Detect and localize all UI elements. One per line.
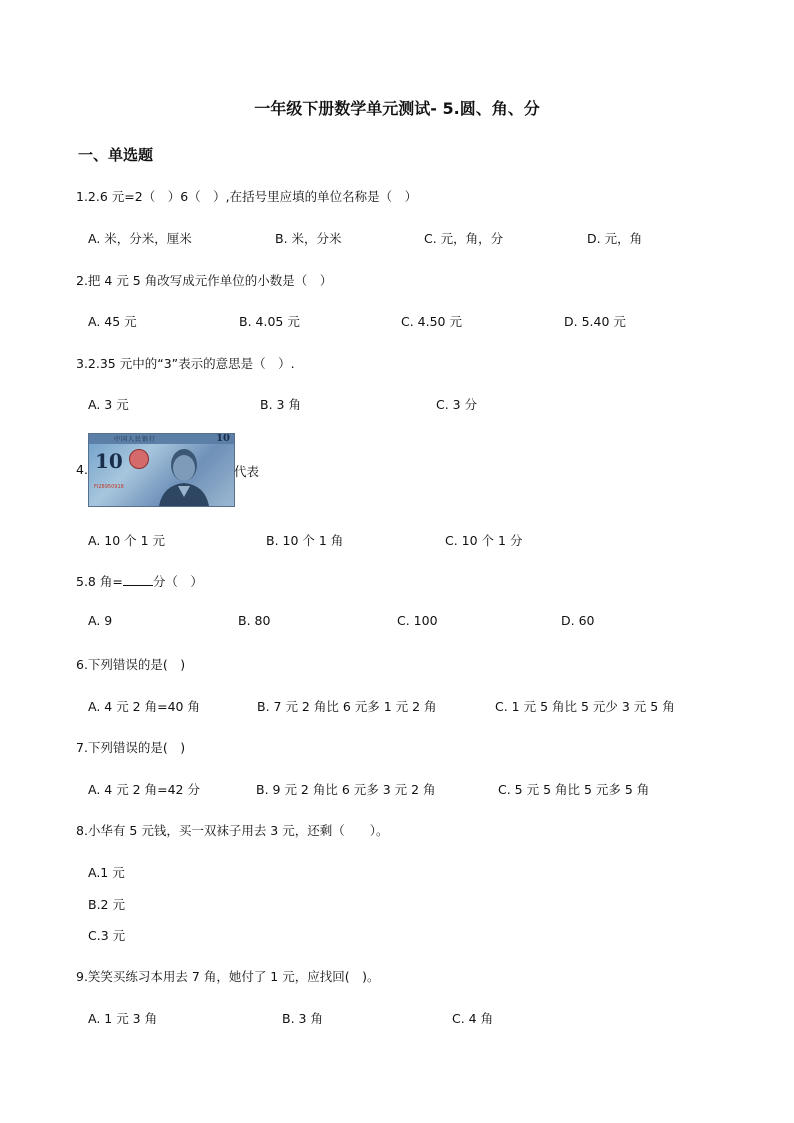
question-1-stem: 1.2.6 元=2（ ）6（ ）,在括号里应填的单位名称是（ ） (76, 189, 418, 204)
question-3-stem: 3.2.35 元中的“3”表示的意思是（ ）. (76, 356, 295, 371)
question-7-option-b: B. 9 元 2 角比 6 元多 3 元 2 角 (256, 782, 436, 797)
ten-yuan-banknote-image (88, 433, 235, 507)
question-8-option-b: B.2 元 (88, 897, 125, 912)
question-8-option-a: A.1 元 (88, 865, 125, 880)
question-6-option-c: C. 1 元 5 角比 5 元少 3 元 5 角 (495, 699, 675, 714)
question-7-option-c: C. 5 元 5 角比 5 元多 5 角 (498, 782, 650, 797)
question-9-option-b: B. 3 角 (282, 1011, 323, 1026)
portrait-icon (155, 441, 213, 506)
question-2-option-a: A. 45 元 (88, 314, 137, 329)
question-5-stem (76, 572, 203, 590)
question-5-option-b: B. 80 (238, 613, 271, 628)
question-9-option-a: A. 1 元 3 角 (88, 1011, 158, 1026)
question-3-option-a: A. 3 元 (88, 397, 129, 412)
page-title: 一年级下册数学单元测试- 5.圆、角、分 (254, 99, 540, 118)
question-6-option-a: A. 4 元 2 角=40 角 (88, 699, 200, 714)
question-3-option-b: B. 3 角 (260, 397, 301, 412)
question-5-option-a: A. 9 (88, 613, 113, 628)
question-1-option-b: B. 米，分米 (275, 231, 342, 246)
question-7-stem: 7.下列错误的是( ) (76, 740, 186, 755)
question-1-option-d: D. 元，角 (587, 231, 643, 246)
answer-blank (123, 573, 153, 586)
question-5-option-c: C. 100 (397, 613, 438, 628)
question-2-option-c: C. 4.50 元 (401, 314, 462, 329)
banknote-value: 10 (95, 449, 123, 473)
question-5-stem-prefix: 5.8 角= (76, 574, 123, 589)
question-9-option-c: C. 4 角 (452, 1011, 494, 1026)
question-6-stem: 6.下列错误的是( ) (76, 657, 186, 672)
question-6-option-b: B. 7 元 2 角比 6 元多 1 元 2 角 (257, 699, 437, 714)
emblem-icon (129, 449, 149, 469)
question-5-option-d: D. 60 (561, 613, 595, 628)
question-2-option-d: D. 5.40 元 (564, 314, 626, 329)
question-3-option-c: C. 3 分 (436, 397, 478, 412)
section-heading: 一、单选题 (78, 146, 154, 164)
question-7-option-a: A. 4 元 2 角=42 分 (88, 782, 200, 797)
question-4-number: 4. (76, 462, 88, 477)
question-4-option-a: A. 10 个 1 元 (88, 533, 166, 548)
question-1-option-c: C. 元，角，分 (424, 231, 504, 246)
banknote-serial: FI28950918 (94, 484, 124, 490)
banknote-title: 中国人民银行 (114, 436, 157, 443)
question-2-stem: 2.把 4 元 5 角改写成元作单位的小数是（ ） (76, 273, 333, 288)
question-4-stem-suffix: 代表 (234, 464, 260, 479)
question-4-option-b: B. 10 个 1 角 (266, 533, 344, 548)
question-9-stem: 9.笑笑买练习本用去 7 角，她付了 1 元，应找回( )。 (76, 969, 380, 984)
question-2-option-b: B. 4.05 元 (239, 314, 300, 329)
question-8-stem: 8.小华有 5 元钱，买一双袜子用去 3 元，还剩（ ）。 (76, 823, 389, 838)
question-1-option-a: A. 米，分米，厘米 (88, 231, 192, 246)
banknote-corner-value: 10 (216, 433, 230, 444)
question-5-stem-suffix: 分（ ） (152, 574, 203, 589)
question-8-option-c: C.3 元 (88, 928, 126, 943)
question-4-option-c: C. 10 个 1 分 (445, 533, 523, 548)
